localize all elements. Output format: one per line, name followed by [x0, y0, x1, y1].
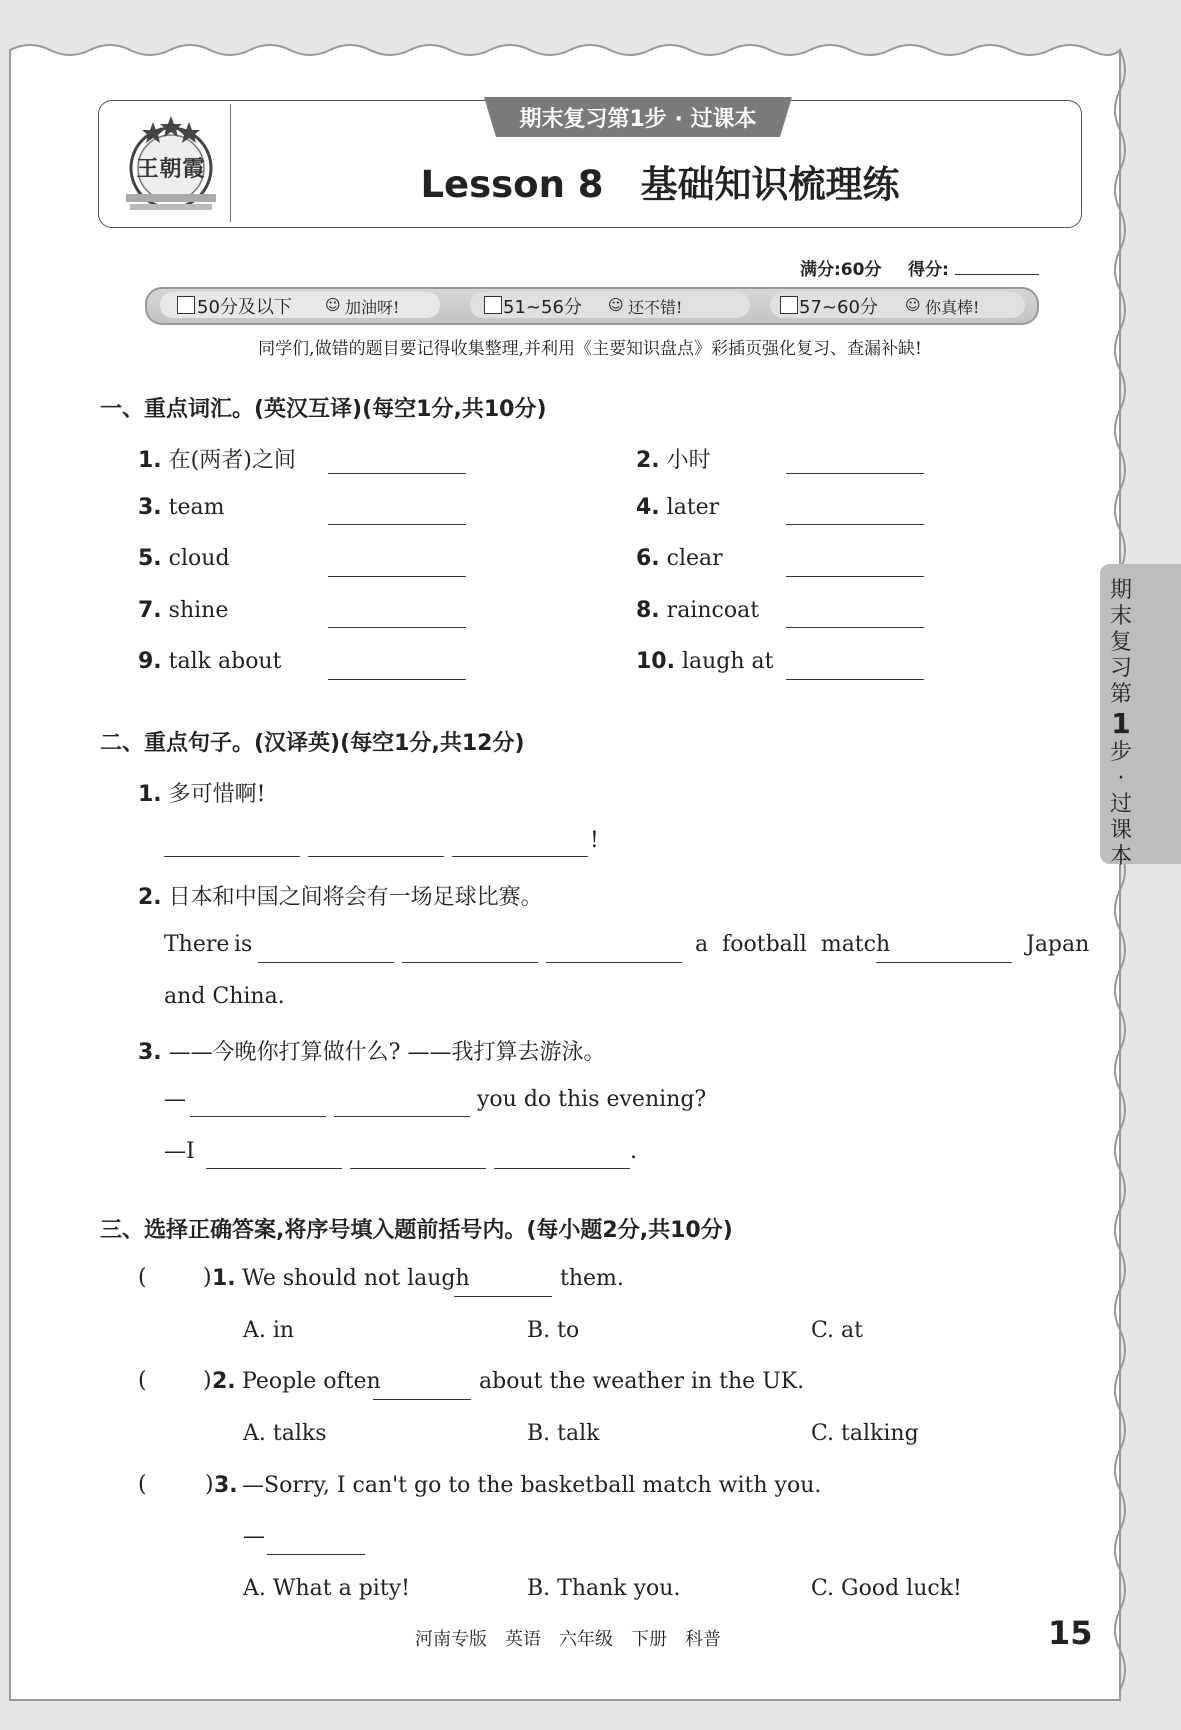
item-text: later [666, 495, 720, 520]
tip-text: 同学们,做错的题目要记得收集整理,并利用《主要知识盘点》彩插页强化复习、查漏补缺! [258, 339, 922, 359]
side-tab-number: 1 [1111, 707, 1131, 740]
side-tab-char: 过 [1109, 792, 1132, 817]
side-tab-char: 期 [1109, 578, 1132, 603]
vocab-item-7 [138, 598, 228, 623]
level-range-3: 57~60分 [799, 297, 878, 318]
answer-blank[interactable] [876, 936, 1012, 963]
answer-blank[interactable] [402, 936, 538, 963]
item-number: 1. [138, 782, 162, 807]
level-range-1: 50分及以下 [197, 297, 292, 318]
item-number: 6. [636, 546, 660, 571]
sentence-q1 [138, 777, 266, 808]
vocab-item-3 [138, 495, 225, 520]
side-tab-char: 复 [1109, 630, 1132, 655]
choice-q3-number: 3. [214, 1473, 238, 1498]
page-number: 15 [1048, 1614, 1093, 1652]
answer-blank[interactable] [786, 447, 924, 474]
option-c: C. talking [811, 1421, 919, 1446]
section3-heading: 三、选择正确答案,将序号填入题前括号内。(每小题2分,共10分) [100, 1218, 733, 1243]
level-checkbox-1[interactable] [177, 296, 195, 314]
q3-line-b-end: . [630, 1139, 637, 1164]
choice-q2-before: People often [242, 1369, 381, 1394]
sentence-q2 [138, 880, 543, 911]
item-number: 8. [636, 598, 660, 623]
page-title: Lesson 8 基础知识梳理练 [420, 163, 900, 206]
vocab-item-8 [636, 598, 759, 623]
score-blank[interactable] [955, 274, 1039, 275]
smiley-icon: ☺ [325, 296, 341, 314]
answer-blank[interactable] [267, 1528, 365, 1555]
side-tab-char: 本 [1109, 844, 1132, 869]
side-tab-char: 末 [1109, 604, 1132, 629]
answer-blank[interactable] [258, 936, 394, 963]
item-text: 日本和中国之间将会有一场足球比赛。 [168, 885, 543, 910]
option-c: C. Good luck! [811, 1576, 962, 1601]
full-score-label: 满分:60分 [800, 260, 882, 280]
option-c: C. at [811, 1318, 863, 1343]
answer-blank[interactable] [328, 498, 466, 525]
smiley-icon: ☺ [608, 296, 624, 314]
answer-blank[interactable] [546, 936, 682, 963]
level-msg-3: 你真棒! [925, 298, 980, 317]
item-text: team [168, 495, 225, 520]
q2-word-there: There [164, 932, 230, 957]
item-text: shine [168, 598, 229, 623]
q2-word-is: is [234, 932, 253, 957]
choice-q1-number: 1. [212, 1266, 236, 1291]
item-number: 10. [636, 649, 675, 674]
answer-blank[interactable] [328, 653, 466, 680]
vocab-item-4 [636, 495, 719, 520]
item-number: 7. [138, 598, 162, 623]
item-number: 3. [138, 495, 162, 520]
q3-line-b-start: —I [164, 1139, 195, 1164]
vocab-item-9 [138, 649, 281, 674]
option-b: B. to [527, 1318, 580, 1343]
answer-blank[interactable] [206, 1142, 342, 1169]
level-msg-1: 加油呀! [345, 298, 400, 317]
choice-q3-dash: — [243, 1524, 265, 1549]
item-text: cloud [168, 546, 230, 571]
side-tab-char: 习 [1109, 656, 1132, 681]
smiley-icon: ☺ [905, 296, 921, 314]
answer-blank[interactable] [786, 601, 924, 628]
item-text: ——今晚你打算做什么? ——我打算去游泳。 [168, 1040, 606, 1065]
item-number: 2. [138, 885, 162, 910]
vocab-item-10 [636, 649, 774, 674]
answer-blank[interactable] [334, 1090, 470, 1117]
option-a: A. in [243, 1318, 295, 1343]
level-checkbox-3[interactable] [780, 296, 798, 314]
vocab-item-2 [636, 443, 711, 474]
vocab-item-1 [138, 443, 296, 474]
answer-blank[interactable] [190, 1090, 326, 1117]
vocab-item-5 [138, 546, 230, 571]
q2-middle-text: a football match [695, 932, 891, 957]
q2-line2: and China. [164, 984, 285, 1009]
item-number: 1. [138, 448, 162, 473]
item-number: 3. [138, 1040, 162, 1065]
choice-q2-close: ) [203, 1368, 212, 1393]
q2-tail-text: Japan [1026, 932, 1090, 957]
answer-blank[interactable] [786, 653, 924, 680]
answer-blank[interactable] [494, 1142, 630, 1169]
side-tab-char: · [1117, 766, 1125, 791]
sentence-q3 [138, 1035, 605, 1066]
level-checkbox-2[interactable] [484, 296, 502, 314]
choice-q3-close: ) [205, 1472, 214, 1497]
option-b: B. talk [527, 1421, 600, 1446]
answer-blank[interactable] [164, 830, 300, 857]
item-text: 小时 [666, 448, 711, 473]
side-tab-char: 第 [1109, 682, 1132, 707]
answer-blank[interactable] [350, 1142, 486, 1169]
answer-blank[interactable] [786, 498, 924, 525]
answer-blank[interactable] [328, 601, 466, 628]
item-text: 多可惜啊! [168, 782, 266, 807]
level-range-2: 51~56分 [503, 297, 582, 318]
choice-q2-after: about the weather in the UK. [479, 1369, 805, 1394]
banner-text: 期末复习第1步 · 过课本 [519, 107, 757, 132]
item-number: 2. [636, 448, 660, 473]
answer-blank[interactable] [786, 550, 924, 577]
item-number: 4. [636, 495, 660, 520]
q3-line-a-text: you do this evening? [477, 1087, 707, 1112]
item-number: 9. [138, 649, 162, 674]
choice-q3-before: —Sorry, I can't go to the basketball match with you. [242, 1473, 822, 1498]
footer-info: 河南专版 英语 六年级 下册 科普 [415, 1629, 721, 1650]
answer-blank[interactable] [454, 1270, 552, 1297]
answer-blank[interactable] [308, 830, 444, 857]
choice-q1-close: ) [203, 1265, 212, 1290]
answer-blank[interactable] [328, 550, 466, 577]
choice-q1-paren[interactable]: ( [138, 1265, 147, 1290]
header-divider [230, 104, 231, 222]
item-text: talk about [168, 649, 282, 674]
item-text: clear [666, 546, 723, 571]
item-text: 在(两者)之间 [168, 448, 296, 473]
item-text: laugh at [681, 649, 774, 674]
choice-q2-number: 2. [212, 1369, 236, 1394]
answer-blank[interactable] [373, 1373, 471, 1400]
section1-heading: 一、重点词汇。(英汉互译)(每空1分,共10分) [100, 397, 547, 422]
choice-q3-paren[interactable]: ( [138, 1472, 147, 1497]
side-tab-char: 课 [1109, 818, 1132, 843]
choice-q1-after: them. [560, 1266, 624, 1291]
answer-blank[interactable] [328, 447, 466, 474]
item-number: 5. [138, 546, 162, 571]
score-label: 得分: [908, 260, 949, 280]
side-tab-label [1100, 578, 1142, 870]
option-a: A. What a pity! [243, 1576, 410, 1601]
answer-blank[interactable] [452, 830, 588, 857]
section2-heading: 二、重点句子。(汉译英)(每空1分,共12分) [100, 731, 525, 756]
side-tab-char: 步 [1109, 740, 1132, 765]
level-msg-2: 还不错! [628, 298, 683, 317]
q3-dash: — [164, 1087, 186, 1112]
logo-text: 王朝霞 [136, 157, 206, 182]
sentence-end-mark: ! [590, 828, 599, 853]
vocab-item-6 [636, 546, 723, 571]
choice-q2-paren[interactable]: ( [138, 1368, 147, 1393]
option-a: A. talks [243, 1421, 327, 1446]
item-text: raincoat [666, 598, 760, 623]
choice-q1-before: We should not laugh [242, 1266, 470, 1291]
option-b: B. Thank you. [527, 1576, 681, 1601]
